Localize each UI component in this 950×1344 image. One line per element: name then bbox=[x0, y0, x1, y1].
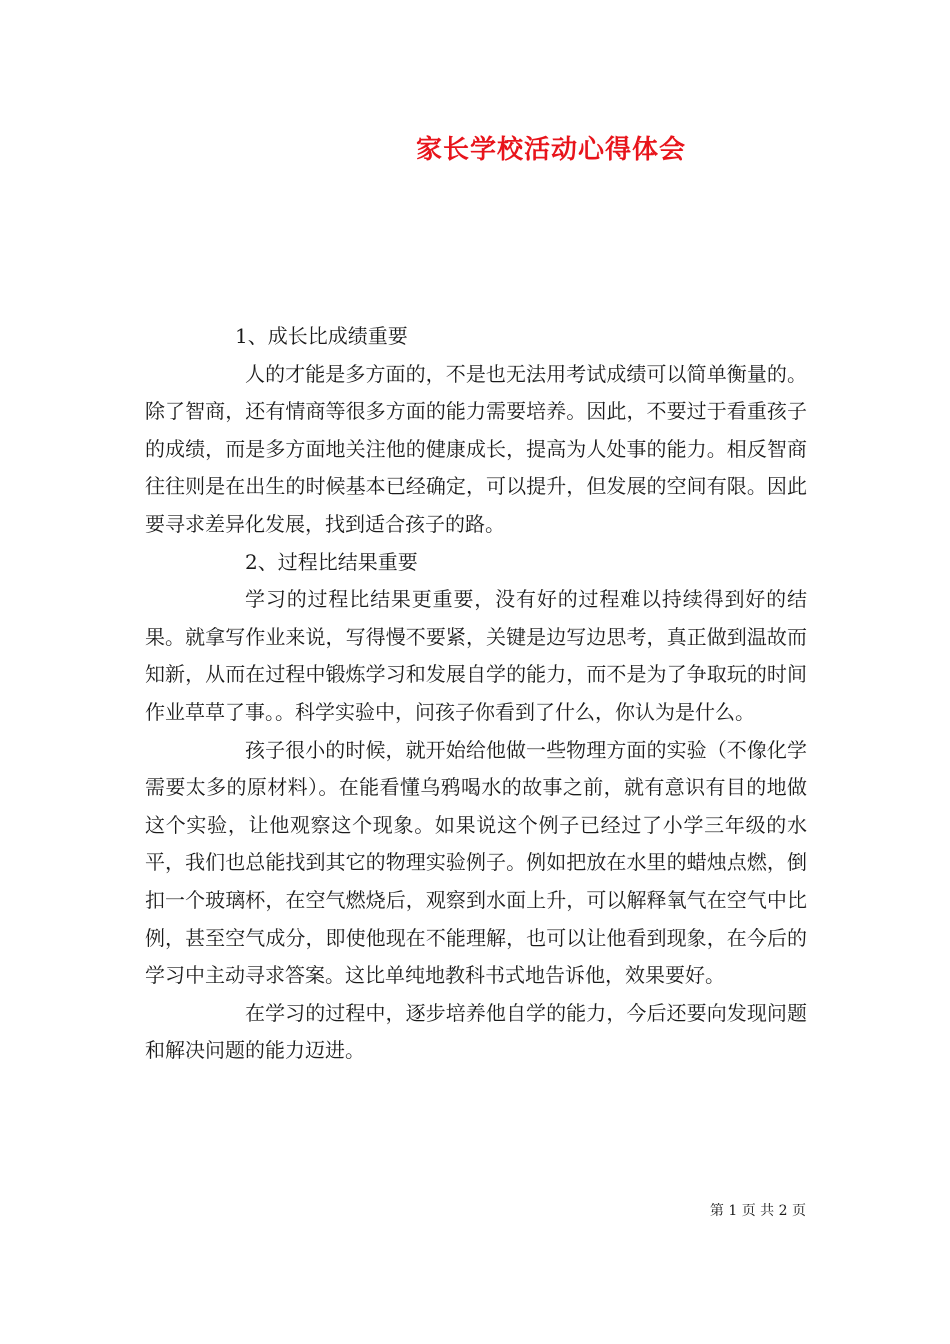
section-heading-growth: 1、成长比成绩重要 bbox=[235, 324, 408, 348]
paragraph-experiments: 孩子很小的时候，就开始给他做一些物理方面的实验（不像化学需要太多的原材料）。在能看懂乌鸦喝水的故事之前，就有意识有目的地做这个实验，让他观察这个现象。如果说这个例子已经过了小学三年级的水平，我们也总能找到其它的物理实验例子。例如把放在水里的蜡烛点燃，倒扣一个玻璃杯，在空气燃烧后，观察到水面上升，可以解释氧气在空气中比例，甚至空气成分，即使他现在不能理解，也可以让他看到现象，在今后的学习中主动寻求答案。这比单纯地教科书式地告诉他，效果要好。 bbox=[145, 737, 807, 988]
document-body bbox=[145, 318, 807, 1070]
page-number-footer: 第 1 页 共 2 页 bbox=[709, 1203, 806, 1219]
section-heading-process: 2、过程比结果重要 bbox=[245, 549, 418, 574]
paragraph-growth: 人的才能是多方面的，不是也无法用考试成绩可以简单衡量的。除了智商，还有情商等很多方面的能力需要培养。因此，不要过于看重孩子的成绩，而是多方面地关注他的健康成长，提高为人处事的能力。相反智商往往则是在出生的时候基本已经确定，可以提升，但发展的空间有限。因此要寻求差异化发展，找到适合孩子的路。 bbox=[145, 361, 807, 536]
document-title: 家长学校活动心得体会 bbox=[415, 135, 686, 165]
paragraph-self-study: 在学习的过程中，逐步培养他自学的能力，今后还要向发现问题和解决问题的能力迈进。 bbox=[145, 1000, 807, 1063]
paragraph-process: 学习的过程比结果更重要，没有好的过程难以持续得到好的结果。就拿写作业来说，写得慢不要紧，关键是边写边思考，真正做到温故而知新，从而在过程中锻炼学习和发展自学的能力，而不是为了争取玩的时间作业草草了事。。科学实验中，问孩子你看到了什么，你认为是什么。 bbox=[145, 587, 807, 724]
